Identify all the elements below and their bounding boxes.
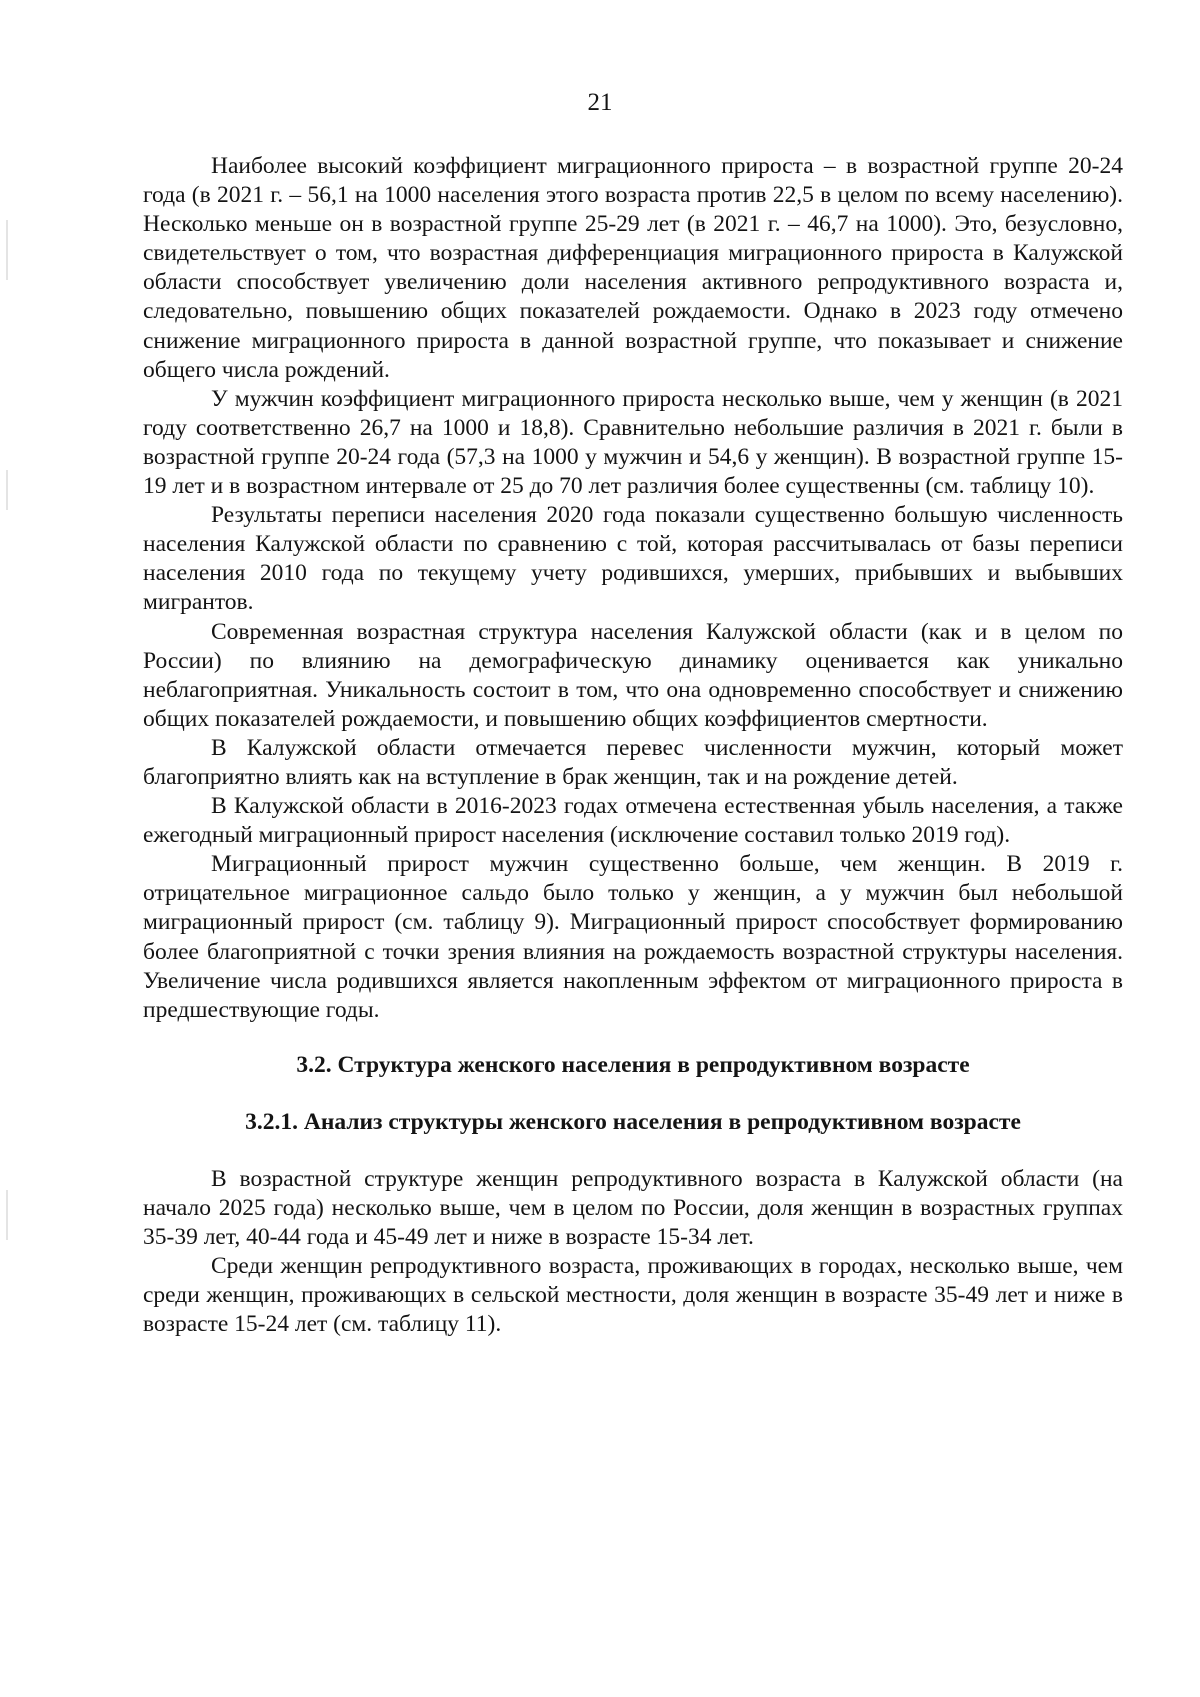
scan-edge-mark (6, 470, 8, 510)
paragraph: В Калужской области отмечается перевес численности мужчин, который может благоприятно влиять как на вступление в брак женщин, так и на рождение детей. (143, 734, 1123, 790)
paragraph: У мужчин коэффициент миграционного прироста несколько выше, чем у женщин (в 2021 году соответственно 26,7 на 1000 и 18,8). Сравнительно небольшие различия в 2021 г. были в возрастной группе 20-24 года (57,3 на 1000 у мужчин и 54,6 у женщин). В возрастной группе 15-19 лет и в возрастном интервале от 25 до 70 лет различия более существенны (см. таблицу 10). (143, 385, 1123, 500)
paragraph: Миграционный прирост мужчин существенно больше, чем женщин. В 2019 г. отрицательное миграционное сальдо было только у женщин, а у мужчин был небольшой миграционный прирост (см. таблицу 9). Миграционный прирост способствует формированию более благоприятной с точки зрения влияния на рождаемость возрастной структуры населения. Увеличение числа родившихся является накопленным эффектом от миграционного прироста в предшествующие годы. (143, 851, 1123, 1023)
section-heading: 3.2. Структура женского населения в репродуктивном возрасте (296, 1051, 970, 1078)
scan-edge-mark (6, 220, 8, 280)
scan-edge-mark (6, 1190, 8, 1240)
page-number: 21 (587, 89, 613, 116)
subsection-heading: 3.2.1. Анализ структуры женского населения в репродуктивном возрасте (245, 1108, 1021, 1135)
paragraph: Наиболее высокий коэффициент миграционного прироста – в возрастной группе 20-24 года (в 2021 г. – 56,1 на 1000 населения этого возраста против 22,5 в целом по всему населению). Несколько меньше он в возрастной группе 25-29 лет (в 2021 г. – 46,7 на 1000). Это, безусловно, свидетельствует о том, что возрастная дифференциация миграционного прироста в Калужской области способствует увеличению доли населения активного репродуктивного возраста и, следовательно, повышению общих показателей рождаемости. Однако в 2023 году отмечено снижение миграционного прироста в данной возрастной группе, что показывает и снижение общего числа рождений. (143, 153, 1123, 383)
paragraph: Результаты переписи населения 2020 года показали существенно большую численность населения Калужской области по сравнению с той, которая рассчитывалась от базы переписи населения 2010 года по текущему учету родившихся, умерших, прибывших и выбывших мигрантов. (143, 502, 1123, 616)
paragraph: В Калужской области в 2016-2023 годах отмечена естественная убыль населения, а также ежегодный миграционный прирост населения (исключение составил только 2019 год). (143, 793, 1123, 849)
paragraph: В возрастной структуре женщин репродуктивного возраста в Калужской области (на начало 2025 года) несколько выше, чем в целом по России, доля женщин в возрастных группах 35-39 лет, 40-44 года и 45-49 лет и ниже в возрасте 15-34 лет. (143, 1166, 1123, 1251)
paragraph: Среди женщин репродуктивного возраста, проживающих в городах, несколько выше, чем среди женщин, проживающих в сельской местности, доля женщин в возрасте 35-49 лет и ниже в возрасте 15-24 лет (см. таблицу 11). (143, 1253, 1123, 1338)
document-body (143, 152, 1123, 1340)
paragraph: Современная возрастная структура населения Калужской области (как и в целом по России) по влиянию на демографическую динамику оценивается как уникально неблагоприятная. Уникальность состоит в том, что она одновременно способствует и снижению общих показателей рождаемости, и повышению общих коэффициентов смертности. (143, 618, 1123, 732)
